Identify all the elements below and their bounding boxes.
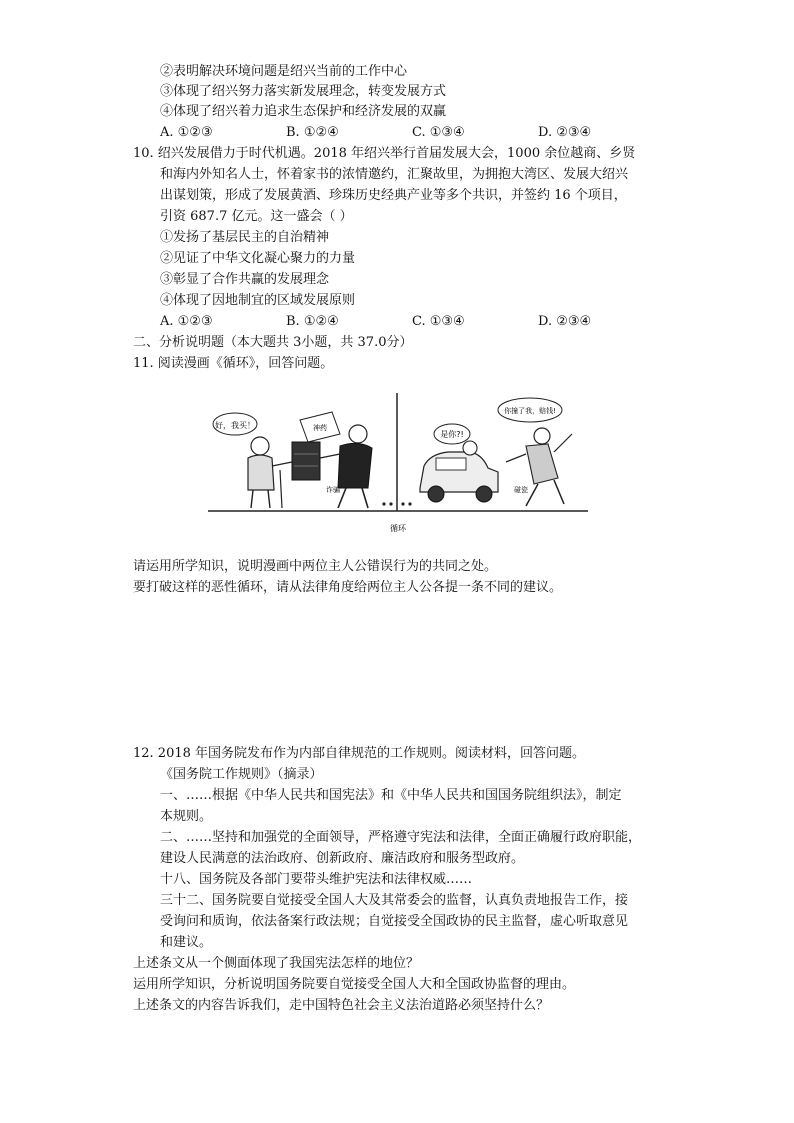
q10-stem-line-4: 引资 687.7 亿元。这一盛会（ ）: [160, 209, 353, 224]
q12-material-line-5: 建设人民满意的法治政府、创新政府、廉洁政府和服务型政府。: [160, 851, 525, 866]
right-bubble-1-text: 是你?!: [440, 430, 464, 439]
scam-sign: 碰瓷: [514, 486, 528, 494]
q12-material-line-7: 三十二、国务院要自觉接受全国人大及其常委会的监督，认真负责地报告工作，接: [160, 893, 629, 908]
q12-ask-3: 上述条文的内容告诉我们，走中国特色社会主义法治道路必须坚持什么？: [133, 998, 550, 1013]
q10-statement-3: ③彰显了合作共赢的发展理念: [160, 272, 330, 287]
q10-statement-4: ④体现了因地制宜的区域发展原则: [160, 293, 356, 308]
q10-option-c: C. ①③④: [412, 314, 465, 329]
q12-material-line-6: 十八、国务院及各部门要带头维护宪法和法律权威……: [160, 872, 473, 887]
q10-option-d: D. ②③④: [538, 314, 592, 329]
q9-statement-4: ④体现了绍兴着力追求生态保护和经济发展的双赢: [160, 104, 447, 119]
q12-ask-2: 运用所学知识，分析说明国务院要自觉接受全国人大和全国政协监督的理由。: [133, 977, 576, 992]
q11-title: 11. 阅读漫画《循环》，回答问题。: [133, 356, 334, 371]
q10-option-a: A. ①②③: [160, 314, 213, 329]
box-tag-text: 神药: [313, 424, 327, 432]
q9-option-b: B. ①②④: [286, 125, 339, 140]
q9-statement-3: ③体现了绍兴努力落实新发展理念，转变发展方式: [160, 84, 447, 99]
q12-material-line-9: 和建议。: [160, 935, 213, 950]
q10-stem-line-3: 出谋划策，形成了发展黄酒、珍珠历史经典产业等多个共识，并签约 16 个项目，: [160, 188, 627, 203]
q10-stem-line-1: 10. 绍兴发展借力于时代机遇。2018 年绍兴举行首届发展大会，1000 余位越商、乡贤: [133, 146, 636, 161]
q12-material-line-8: 受询问和质询，依法备案行政法规；自觉接受全国政协的民主监督，虚心听取意见: [160, 914, 629, 929]
q9-option-d: D. ②③④: [538, 125, 592, 140]
cartoon-drawing: [208, 388, 588, 538]
q12-material-line-3: 本规则。: [160, 809, 213, 824]
q12-material-line-4: 二、……坚持和加强党的全面领导，严格遵守宪法和法律，全面正确履行政府职能，: [160, 830, 642, 845]
cartoon-caption: 循环: [390, 524, 406, 533]
q9-statement-2: ②表明解决环境问题是绍兴当前的工作中心: [160, 64, 408, 79]
q12-material-line-2: 一、……根据《中华人民共和国宪法》和《中华人民共和国国务院组织法》，制定: [160, 788, 622, 803]
q12-ask-1: 上述条文从一个侧面体现了我国宪法怎样的地位？: [133, 956, 420, 971]
q12-title: 12. 2018 年国务院发布作为内部自律规范的工作规则。阅读材料，回答问题。: [133, 746, 586, 761]
q12-material-line-1: 《国务院工作规则》（摘录）: [160, 767, 323, 782]
section-heading: 二、分析说明题（本大题共 3小题，共 37.0分）: [133, 335, 413, 350]
q11-ask-2: 要打破这样的恶性循环，请从法律角度给两位主人公各提一条不同的建议。: [133, 580, 563, 595]
q10-statement-1: ①发扬了基层民主的自治精神: [160, 230, 330, 245]
right-bubble-2-text: 你撞了我，赔钱!: [504, 407, 556, 415]
cartoon-cycle: [208, 388, 588, 538]
q9-option-c: C. ①③④: [412, 125, 465, 140]
q10-stem-line-2: 和海内外知名人士，怀着家书的浓情邀约，汇聚故里，为拥抱大湾区、发展大绍兴: [160, 167, 629, 182]
left-bubble-text: 好，我买！: [215, 421, 255, 430]
q9-option-a: A. ①②③: [160, 125, 213, 140]
q10-statement-2: ②见证了中华文化凝心聚力的力量: [160, 251, 356, 266]
q10-option-b: B. ①②④: [286, 314, 339, 329]
q11-ask-1: 请运用所学知识，说明漫画中两位主人公错误行为的共同之处。: [133, 559, 498, 574]
fraud-sign: 诈骗: [326, 486, 340, 494]
